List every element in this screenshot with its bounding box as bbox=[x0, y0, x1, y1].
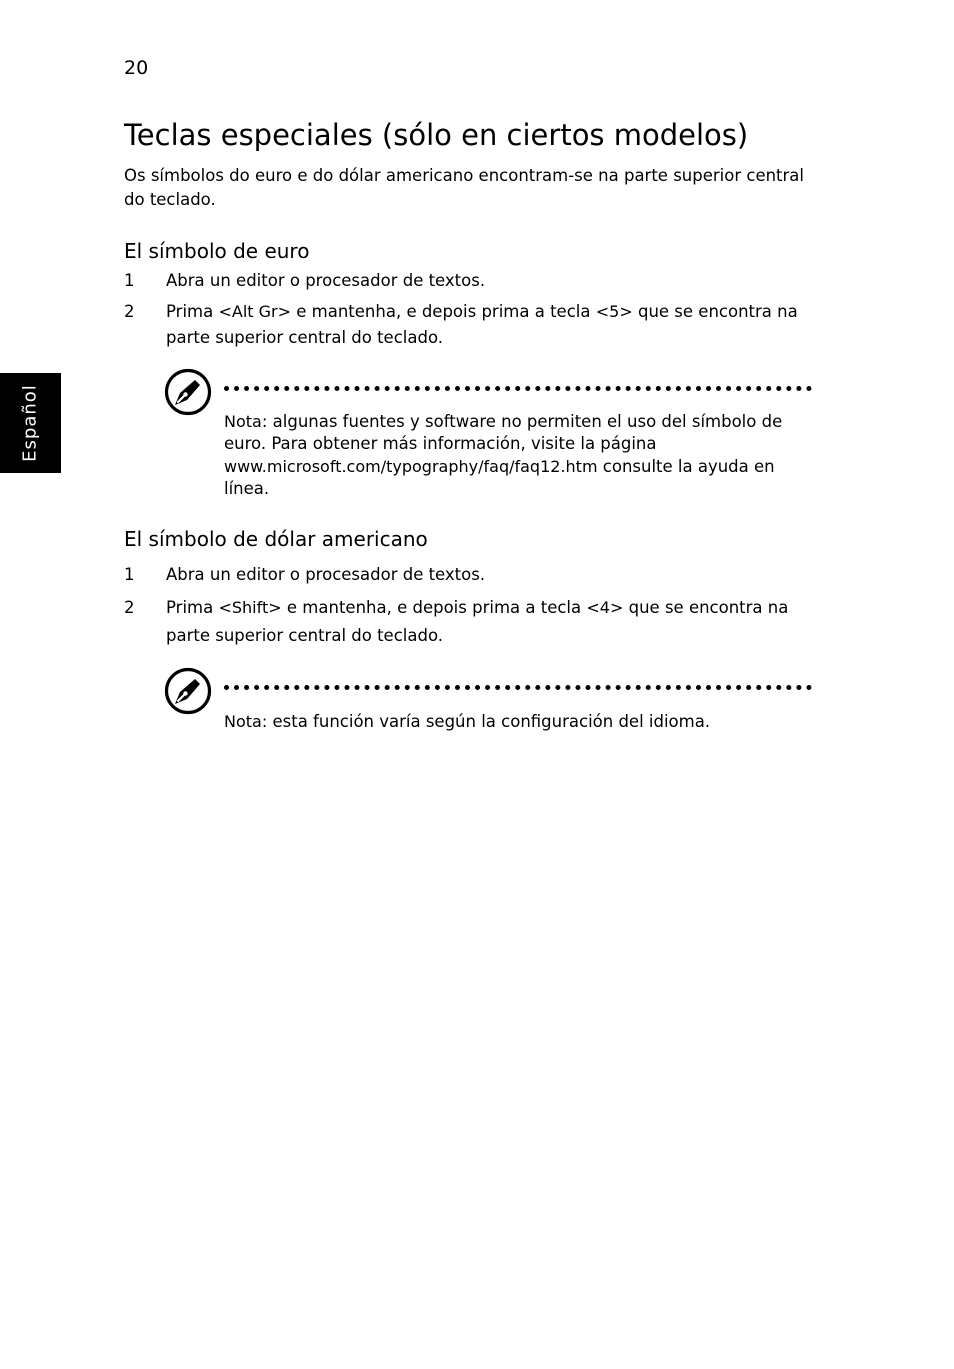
language-side-tab bbox=[0, 373, 61, 473]
note-pen-icon bbox=[164, 368, 212, 416]
euro-step-2 bbox=[124, 299, 824, 351]
dollar-step-1-text: Abra un editor o procesador de textos. bbox=[166, 565, 486, 584]
euro-note-text-1: : algunas fuentes y software no permiten el uso del símbolo de euro. Para obtener más información, visite la página bbox=[224, 412, 783, 454]
dollar-step-2-middle: e mantenha, e depois prima a tecla bbox=[286, 598, 582, 617]
page-title: Teclas especiales (sólo en ciertos modelos) bbox=[124, 118, 749, 152]
dollar-note bbox=[224, 711, 804, 733]
key-4: <4> bbox=[586, 598, 624, 617]
dollar-step-2-suffix: que se encontra na parte superior central do teclado. bbox=[166, 598, 789, 645]
dollar-step-2-prefix: Prima bbox=[166, 598, 214, 617]
euro-step-2-suffix: que se encontra na parte superior central do teclado. bbox=[166, 302, 798, 347]
dollar-section-heading: El símbolo de dólar americano bbox=[124, 527, 428, 551]
euro-section-heading: El símbolo de euro bbox=[124, 239, 310, 263]
dollar-note-text: esta función varía según la configuración del idioma. bbox=[272, 712, 711, 731]
dollar-step-1-number: 1 bbox=[124, 565, 135, 584]
euro-step-1 bbox=[124, 268, 824, 294]
euro-step-2-text bbox=[166, 299, 824, 351]
dollar-note-label: Nota: bbox=[224, 712, 268, 731]
euro-note-label: Nota bbox=[224, 412, 262, 431]
alt-gr-key: <Alt Gr> bbox=[218, 302, 292, 321]
intro-paragraph: Os símbolos do euro e do dólar americano encontram-se na parte superior central do teclado. bbox=[124, 166, 805, 209]
shift-key: <Shift> bbox=[218, 598, 282, 617]
euro-step-2-middle: e mantenha, e depois prima a tecla bbox=[296, 302, 591, 321]
language-side-tab-label: Español bbox=[19, 384, 41, 462]
dollar-step-2-text bbox=[166, 594, 824, 650]
euro-step-2-prefix: Prima bbox=[166, 302, 214, 321]
dollar-step-2 bbox=[124, 594, 824, 650]
euro-note bbox=[224, 411, 804, 501]
euro-step-1-number: 1 bbox=[124, 271, 135, 290]
note-pen-icon bbox=[164, 667, 212, 715]
page-number: 20 bbox=[124, 57, 149, 79]
euro-step-2-number: 2 bbox=[124, 302, 135, 321]
microsoft-faq-link[interactable]: www.microsoft.com/typography/faq/faq12.htm bbox=[224, 456, 598, 476]
euro-note-text-2: consulte la ayuda en línea. bbox=[224, 456, 775, 499]
note-divider-dots bbox=[224, 685, 812, 690]
euro-step-1-text: Abra un editor o procesador de textos. bbox=[166, 271, 486, 290]
dollar-step-2-number: 2 bbox=[124, 598, 135, 617]
key-5: <5> bbox=[595, 302, 633, 321]
note-divider-dots bbox=[224, 386, 812, 391]
dollar-step-1 bbox=[124, 562, 824, 588]
